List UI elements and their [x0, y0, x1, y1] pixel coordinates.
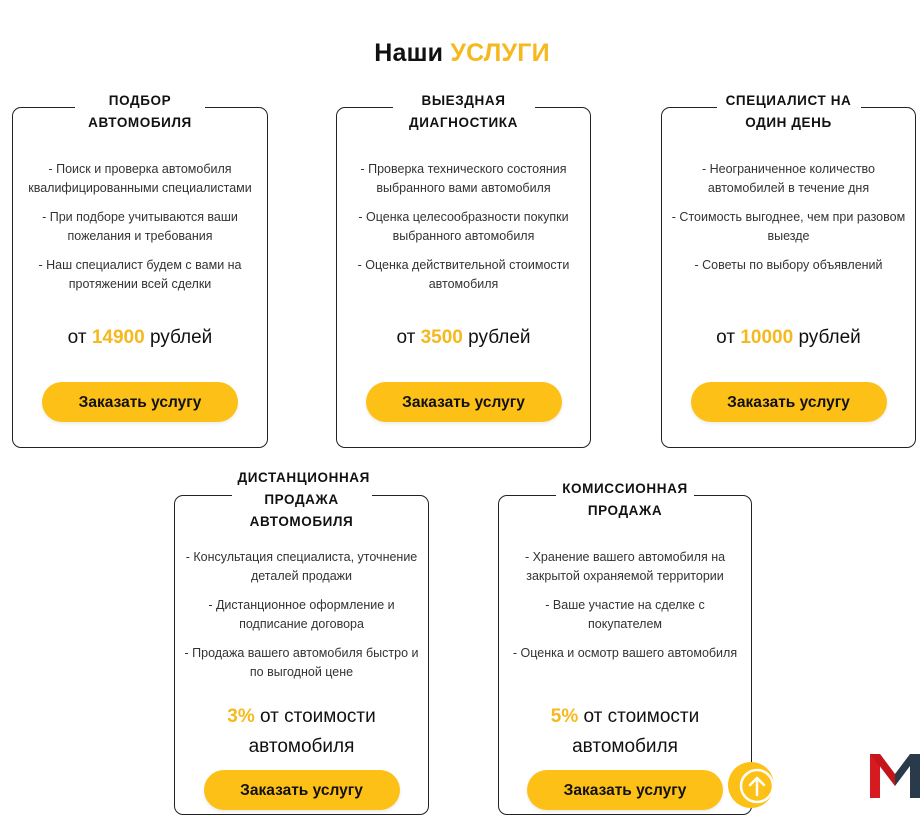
page-title-prefix: Наши — [374, 38, 444, 67]
feature-item: - Неограниченное количество автомобилей в течение дня — [701, 162, 876, 195]
service-card-onsite-diagnostics — [336, 93, 591, 448]
card-title: КОМИССИОННАЯ ПРОДАЖА — [556, 478, 694, 522]
order-service-button[interactable]: Заказать услугу — [527, 770, 723, 810]
service-card-commission-sale — [498, 481, 752, 815]
feature-item: - Оценка и осмотр вашего автомобиля — [512, 646, 738, 660]
feature-item: - Проверка технического состояния выбранного вами автомобиля — [360, 162, 567, 195]
price-value: 10000 — [740, 327, 794, 348]
feature-item: - Поиск и проверка автомобиля квалифицированными специалистами — [28, 162, 252, 195]
price: 5% от стоимости автомобиля — [550, 706, 700, 757]
price: от 3500 рублей — [396, 327, 531, 348]
order-service-button[interactable]: Заказать услугу — [42, 382, 238, 422]
service-card-specialist-day — [661, 93, 916, 448]
scroll-to-top-button[interactable] — [728, 762, 774, 808]
price-value: 14900 — [91, 327, 145, 348]
service-card-car-selection — [12, 93, 268, 448]
feature-item: - Хранение вашего автомобиля на закрытой охраняемой территории — [524, 550, 726, 583]
order-service-button[interactable]: Заказать услугу — [366, 382, 562, 422]
feature-item: - Дистанционное оформление и подписание договора — [208, 598, 395, 631]
card-title: ДИСТАНЦИОННАЯ ПРОДАЖА АВТОМОБИЛЯ — [232, 467, 372, 533]
feature-list — [507, 548, 743, 673]
feature-item: - Консультация специалиста, уточнение деталей продажи — [185, 550, 418, 583]
feature-item: - Наш специалист будем с вами на протяжении всей сделки — [38, 258, 242, 291]
feature-list — [670, 160, 907, 285]
card-title: СПЕЦИАЛИСТ НА ОДИН ДЕНЬ — [717, 90, 861, 134]
price: от 10000 рублей — [716, 327, 861, 348]
feature-item: - Ваше участие на сделке с покупателем — [545, 598, 705, 631]
page-title — [0, 39, 924, 68]
price-value: 5% — [550, 706, 579, 727]
order-service-button[interactable]: Заказать услугу — [204, 770, 400, 810]
order-service-button[interactable]: Заказать услугу — [691, 382, 887, 422]
page-title-accent: УСЛУГИ — [450, 38, 550, 67]
price: от 14900 рублей — [67, 327, 213, 348]
feature-item: - Стоимость выгоднее, чем при разовом выезде — [671, 210, 906, 243]
feature-item: - Советы по выбору объявлений — [694, 258, 883, 272]
price-value: 3500 — [420, 327, 463, 348]
card-title: ПОДБОР АВТОМОБИЛЯ — [75, 90, 205, 134]
price: 3% от стоимости автомобиля — [227, 706, 376, 757]
brand-logo — [868, 750, 922, 798]
feature-item: - Оценка действительной стоимости автомобиля — [357, 258, 570, 291]
feature-item: - Продажа вашего автомобиля быстро и по выгодной цене — [184, 646, 419, 679]
feature-list — [345, 160, 582, 304]
service-card-remote-sale — [174, 470, 429, 815]
feature-item: - При подборе учитываются ваши пожелания и требования — [42, 210, 238, 243]
price-value: 3% — [227, 706, 255, 727]
feature-list — [21, 160, 259, 304]
feature-item: - Оценка целесообразности покупки выбранного автомобиля — [358, 210, 569, 243]
feature-list — [183, 548, 420, 692]
arrow-up-icon — [734, 763, 780, 809]
card-title: ВЫЕЗДНАЯ ДИАГНОСТИКА — [393, 90, 535, 134]
